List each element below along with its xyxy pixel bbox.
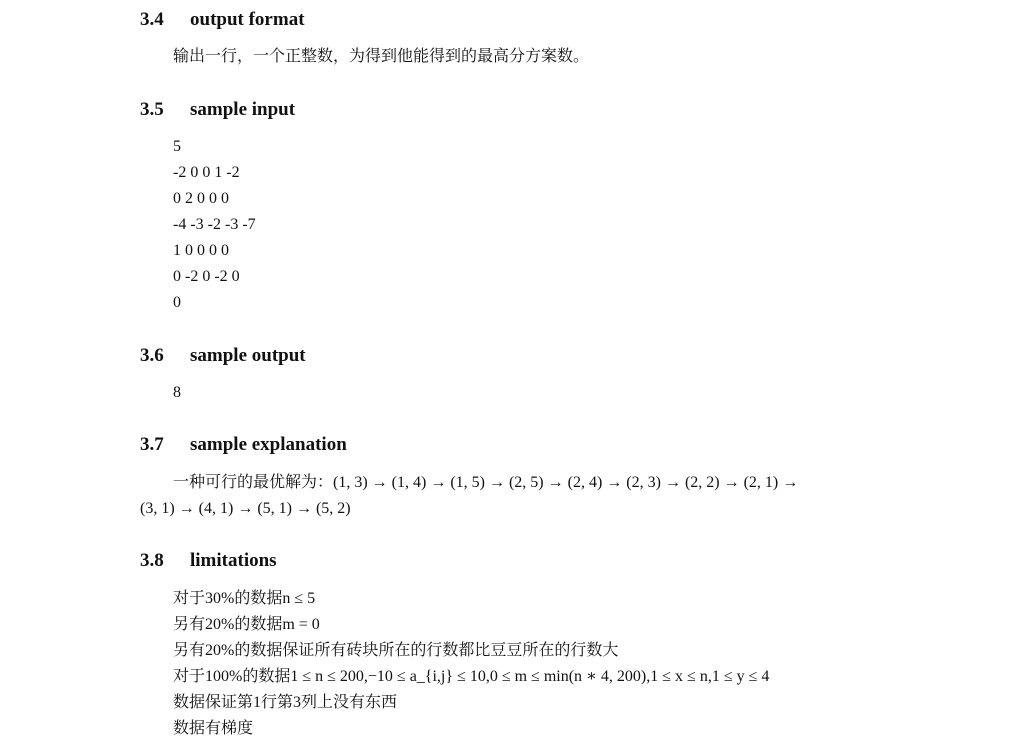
- section-number: 3.6: [140, 345, 164, 366]
- limitation-item: 对于30%的数据n ≤ 5: [173, 590, 316, 607]
- section-heading-sample-output: [140, 345, 306, 367]
- explanation-line-1: 一种可行的最优解为：(1, 3) → (1, 4) → (1, 5) → (2, 5) → (2, 4) → (2, 3) → (2, 2) → (2, 1) →: [173, 474, 799, 491]
- section-number: 3.7: [140, 434, 164, 455]
- limitation-item: 对于100%的数据1 ≤ n ≤ 200,−10 ≤ a_{i,j} ≤ 10,0 ≤ m ≤ min(n ∗ 4, 200),1 ≤ x ≤ n,1 ≤ y ≤ 4: [173, 668, 770, 685]
- sample-input-line: 0: [173, 294, 181, 311]
- section-heading-sample-input: [140, 99, 295, 121]
- limitation-item: 另有20%的数据m = 0: [173, 616, 320, 633]
- section-title: sample explanation: [190, 434, 347, 455]
- output-format-text: 输出一行，一个正整数，为得到他能得到的最高分方案数。: [173, 48, 590, 65]
- explanation-line-2: (3, 1) → (4, 1) → (5, 1) → (5, 2): [140, 500, 351, 517]
- sample-input-line: 0 2 0 0 0: [173, 190, 229, 207]
- section-heading-output-format: [140, 9, 305, 31]
- limitation-item: 数据有梯度: [173, 720, 254, 737]
- sample-input-line: -4 -3 -2 -3 -7: [173, 216, 256, 233]
- limitation-item: 另有20%的数据保证所有砖块所在的行数都比豆豆所在的行数大: [173, 642, 619, 659]
- section-title: sample output: [190, 345, 306, 366]
- section-number: 3.8: [140, 550, 164, 571]
- section-heading-limitations: [140, 550, 277, 572]
- section-title: output format: [190, 9, 305, 30]
- section-number: 3.5: [140, 99, 164, 120]
- sample-output-value: 8: [173, 384, 181, 401]
- section-number: 3.4: [140, 9, 164, 30]
- limitation-item: 数据保证第1行第3列上没有东西: [173, 694, 398, 711]
- sample-input-line: 0 -2 0 -2 0: [173, 268, 240, 285]
- sample-input-line: 1 0 0 0 0: [173, 242, 229, 259]
- section-title: limitations: [190, 550, 277, 571]
- sample-input-line: 5: [173, 138, 181, 155]
- sample-input-line: -2 0 0 1 -2: [173, 164, 240, 181]
- section-heading-sample-explanation: [140, 434, 347, 456]
- section-title: sample input: [190, 99, 296, 120]
